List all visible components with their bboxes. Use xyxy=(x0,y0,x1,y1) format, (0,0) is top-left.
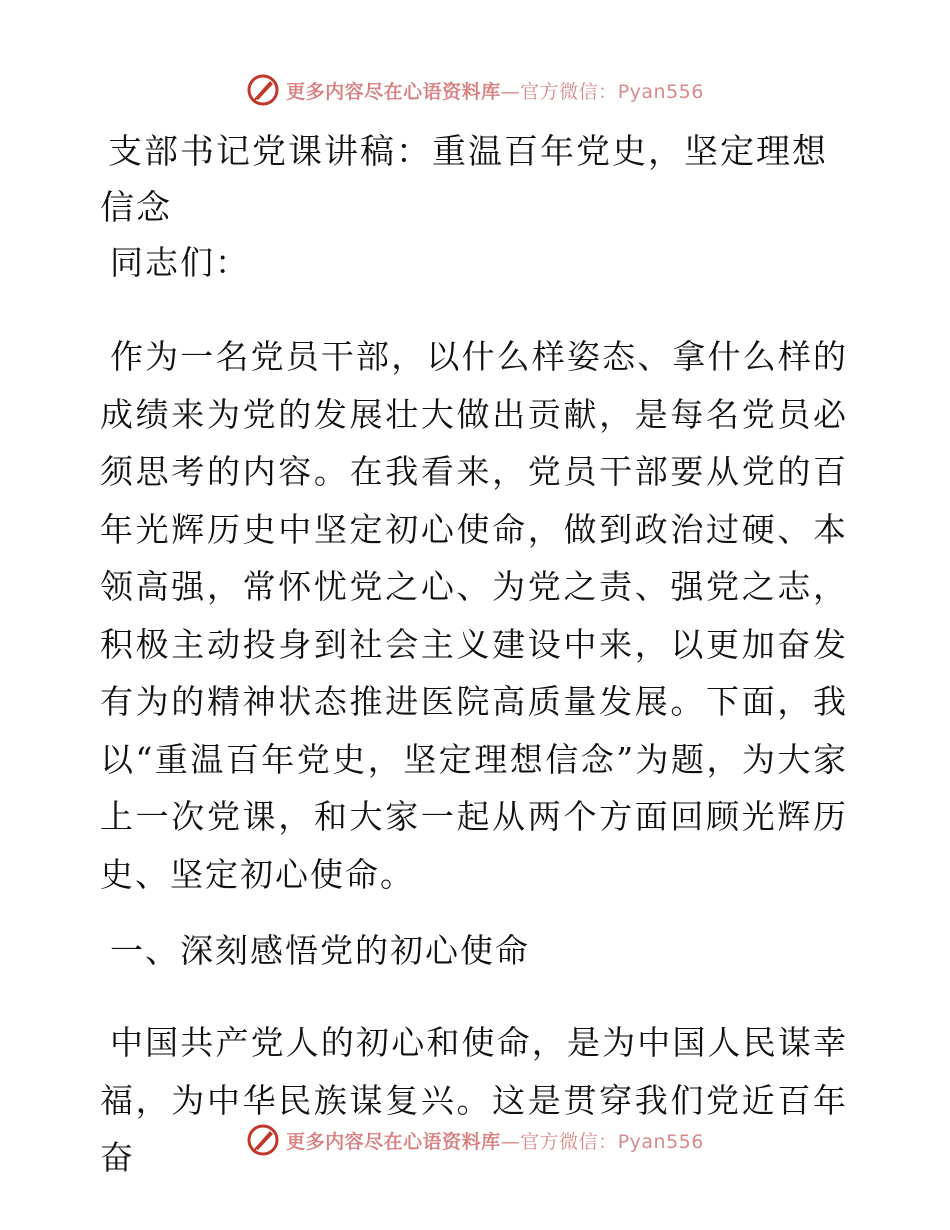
footer-dash: — xyxy=(500,1130,521,1153)
header-banner-text xyxy=(286,77,704,104)
footer-banner-text xyxy=(286,1127,704,1154)
footer-site-name: 更多内容尽在心语资料库 xyxy=(286,1130,501,1153)
document-title: 支部书记党课讲稿：重温百年党史，坚定理想信念 xyxy=(100,132,828,228)
section-heading: 一、深刻感悟党的初心使命 xyxy=(110,931,530,970)
header-wechat-label: 官方微信： xyxy=(520,80,618,103)
intro-paragraph: 作为一名党员干部，以什么样姿态、拿什么样的成绩来为党的发展壮大做出贡献，是每名党员必须思考的内容。在我看来，党员干部要从党的百年光辉历史中坚定初心使命，做到政治过硬、本领高强，常怀忧党之心、为党之责、强党之志，积极主动投身到社会主义建设中来，以更加奋发有为的精神状态推进医院高质量发展。下面，我以“重温百年党史，坚定理想信念”为题，为大家上一次党课，和大家一起从两个方面回顾光辉历史、坚定初心使命。 xyxy=(100,337,848,894)
header-dash: — xyxy=(500,80,521,103)
section-body-paragraph: 中国共产党人的初心和使命，是为中国人民谋幸福，为中华民族谋复兴。这是贯穿我们党近百年奋 xyxy=(100,1023,848,1177)
greeting-paragraph: 同志们： xyxy=(110,243,250,282)
header-wechat-id: Pyan556 xyxy=(617,80,704,103)
header-banner xyxy=(0,70,950,110)
header-site-name: 更多内容尽在心语资料库 xyxy=(286,80,501,103)
quill-logo-icon xyxy=(246,73,280,107)
quill-logo-icon xyxy=(246,1123,280,1157)
footer-banner xyxy=(0,1120,950,1160)
footer-wechat-label: 官方微信： xyxy=(520,1130,618,1153)
footer-wechat-id: Pyan556 xyxy=(617,1130,704,1153)
